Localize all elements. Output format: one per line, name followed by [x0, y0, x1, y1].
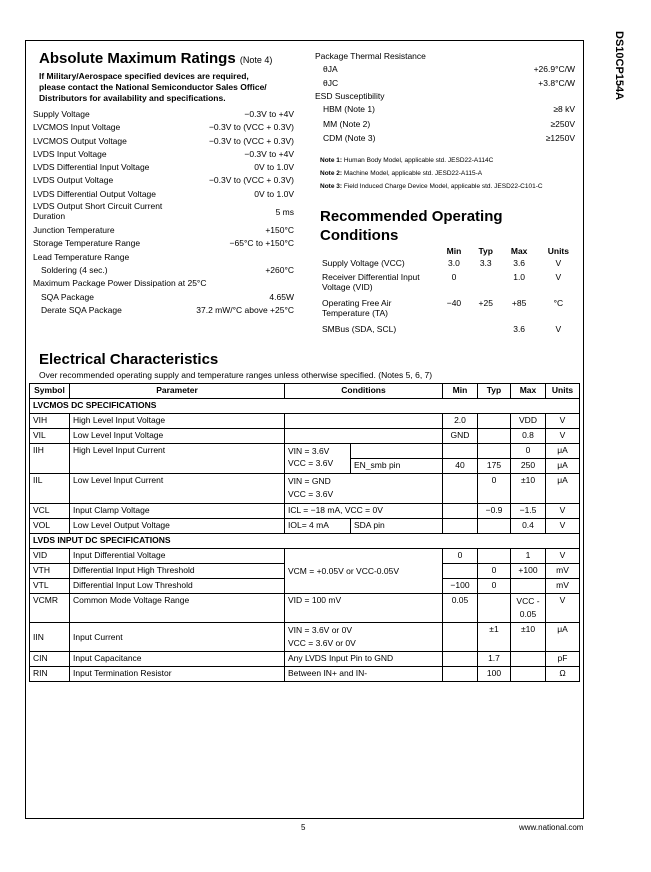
amr-row: Storage Temperature Range −65°C to +150°C: [33, 238, 294, 249]
table-row: VID Input Differential Voltage VCM = +0.05V or VCC-0.05V 0 1 V: [30, 549, 580, 564]
amr-row: LVCMOS Output Voltage −0.3V to (VCC + 0.3V): [33, 135, 294, 146]
thermal-title: Package Thermal Resistance: [315, 51, 426, 61]
amr-row: LVDS Output Short Circuit Current Duration 5 ms: [33, 201, 294, 222]
ec-subtitle: Over recommended operating supply and temperature ranges unless otherwise specified. (Notes 5, 6, 7): [39, 370, 433, 380]
amr-row: LVDS Input Voltage −0.3V to +4V: [33, 148, 294, 159]
amr-row: LVCMOS Input Voltage −0.3V to (VCC + 0.3V): [33, 122, 294, 133]
notes: Note 1: Human Body Model, applicable std. JESD22-A114C Note 2: Machine Model, applicable std. JESD22-A115-A Note 3: Field Induced Charge Device Model, applicable std. JESD22-C101-C: [320, 157, 543, 190]
table-row: VOL Low Level Output Voltage IOL= 4 mA SDA pin 0.4 V: [30, 519, 580, 534]
amr-row: LVDS Differential Input Voltage 0V to 1.0V: [33, 162, 294, 173]
roc-table: Min Typ Max Units Supply Voltage (VCC) 3.0 3.3 3.6 V Receiver Differential Input Voltage (VID) 0 1.0 V Operating Free Air Temperature (TA) −40 +25 +85 °C SMBus (SDA, SCL) 3.6 V: [322, 246, 569, 334]
amr-row: Junction Temperature +150°C: [33, 225, 294, 236]
roc-heading: Recommended Operating Conditions: [320, 208, 503, 244]
amr-row: LVDS Output Voltage −0.3V to (VCC + 0.3V): [33, 175, 294, 186]
table-row: CIN Input Capacitance Any LVDS Input Pin to GND 1.7 pF: [30, 652, 580, 667]
table-row: EN_smb pin 40 175 250 μA: [30, 459, 580, 474]
table-row: IIN Input Current VIN = 3.6V or 0V VCC = 3.6V or 0V ±1 ±10 μA: [30, 623, 580, 652]
amr-row: Supply Voltage −0.3V to +4V: [33, 109, 294, 119]
amr-row: LVDS Differential Output Voltage 0V to 1.0V: [33, 188, 294, 199]
esd-row: MM (Note 2) ≥250V: [323, 118, 575, 129]
amr-row: Soldering (4 sec.) +260°C: [41, 264, 294, 275]
table-row: RIN Input Termination Resistor Between IN+ and IN- 100 Ω: [30, 667, 580, 682]
amr-heading: Absolute Maximum Ratings (Note 4): [39, 50, 273, 67]
page-number: 5: [301, 823, 306, 832]
esd-title: ESD Susceptibility: [315, 90, 385, 101]
amr-row: Derate SQA Package 37.2 mW/°C above +25°C: [41, 304, 294, 315]
amr-row: SQA Package 4.65W: [41, 291, 294, 302]
table-row: IIH High Level Input Current VIN = 3.6V VCC = 3.6V 0 μA: [30, 444, 580, 459]
thermal-row: θJC +3.8°C/W: [323, 77, 575, 88]
table-row: VIH High Level Input Voltage 2.0 VDD V: [30, 414, 580, 429]
ec-heading: Electrical Characteristics: [39, 351, 219, 368]
ec-header-row: Symbol Parameter Conditions Min Typ Max Units: [30, 384, 580, 399]
amr-row: Maximum Package Power Dissipation at 25°C: [33, 278, 207, 289]
esd-row: CDM (Note 3) ≥1250V: [323, 133, 575, 144]
thermal-list: [315, 50, 575, 147]
footer-site[interactable]: www.national.com: [519, 823, 584, 832]
table-row: VTL Differential Input Low Threshold −100 0 mV: [30, 579, 580, 594]
esd-row: HBM (Note 1) ≥8 kV: [323, 104, 575, 115]
table-row: VIL Low Level Input Voltage GND 0.8 V: [30, 429, 580, 444]
thermal-row: θJA +26.9°C/W: [323, 64, 575, 75]
table-row: VTH Differential Input High Threshold 0 +100 mV: [30, 564, 580, 579]
table-row: VCMR Common Mode Voltage Range VID = 100 mV 0.05 VCC - 0.05 V: [30, 594, 580, 623]
ec-table: Symbol Parameter Conditions Min Typ Max Units LVCMOS DC SPECIFICATIONS VIH High Level Input Voltage 2.0 VDD V VIL Low Level Input Voltage GND 0.8 V IIH High Level Input Current VIN = 3.6V VCC = 3.6V 0 μA EN_smb pin 40 175 250 μA IIL Low Level Input Current VIN = GND VCC = 3.6V 0 ±10 μA VCL Input Clamp Voltage ICL = −18 mA, VCC = 0V −0.9 −1.5 V VOL Low Level Output Voltage IOL= 4 mA SDA pin 0.4 V LVDS INPUT DC SPECIFICATIONS VID Input Differential Voltage VCM = +0.05V or VCC-0.05V 0 1 V VTH Differential Input High Threshold 0 +100 mV VTL Differential Input Low Threshold −100 0 mV VCMR Common Mode Voltage Range VID = 100 mV 0.05 VCC - 0.05 V IIN Input Current VIN = 3.6V or 0V VCC = 3.6V or 0V ±1 ±10 μA CIN Input Capacitance Any LVDS Input Pin to GND 1.7 pF RIN Input Termination Resistor Between IN+ and IN- 100 Ω: [29, 383, 580, 682]
sidebar-part-number: DS10CP154A: [613, 31, 625, 101]
table-row: VCL Input Clamp Voltage ICL = −18 mA, VCC = 0V −0.9 −1.5 V: [30, 504, 580, 519]
table-row: IIL Low Level Input Current VIN = GND VCC = 3.6V 0 ±10 μA: [30, 474, 580, 504]
amr-row: Lead Temperature Range: [33, 251, 130, 262]
amr-warning: If Military/Aerospace specified devices are required, please contact the National Semiconductor Sales Office/ Distributors for availability and specifications.: [39, 71, 267, 103]
amr-list: [33, 108, 294, 317]
